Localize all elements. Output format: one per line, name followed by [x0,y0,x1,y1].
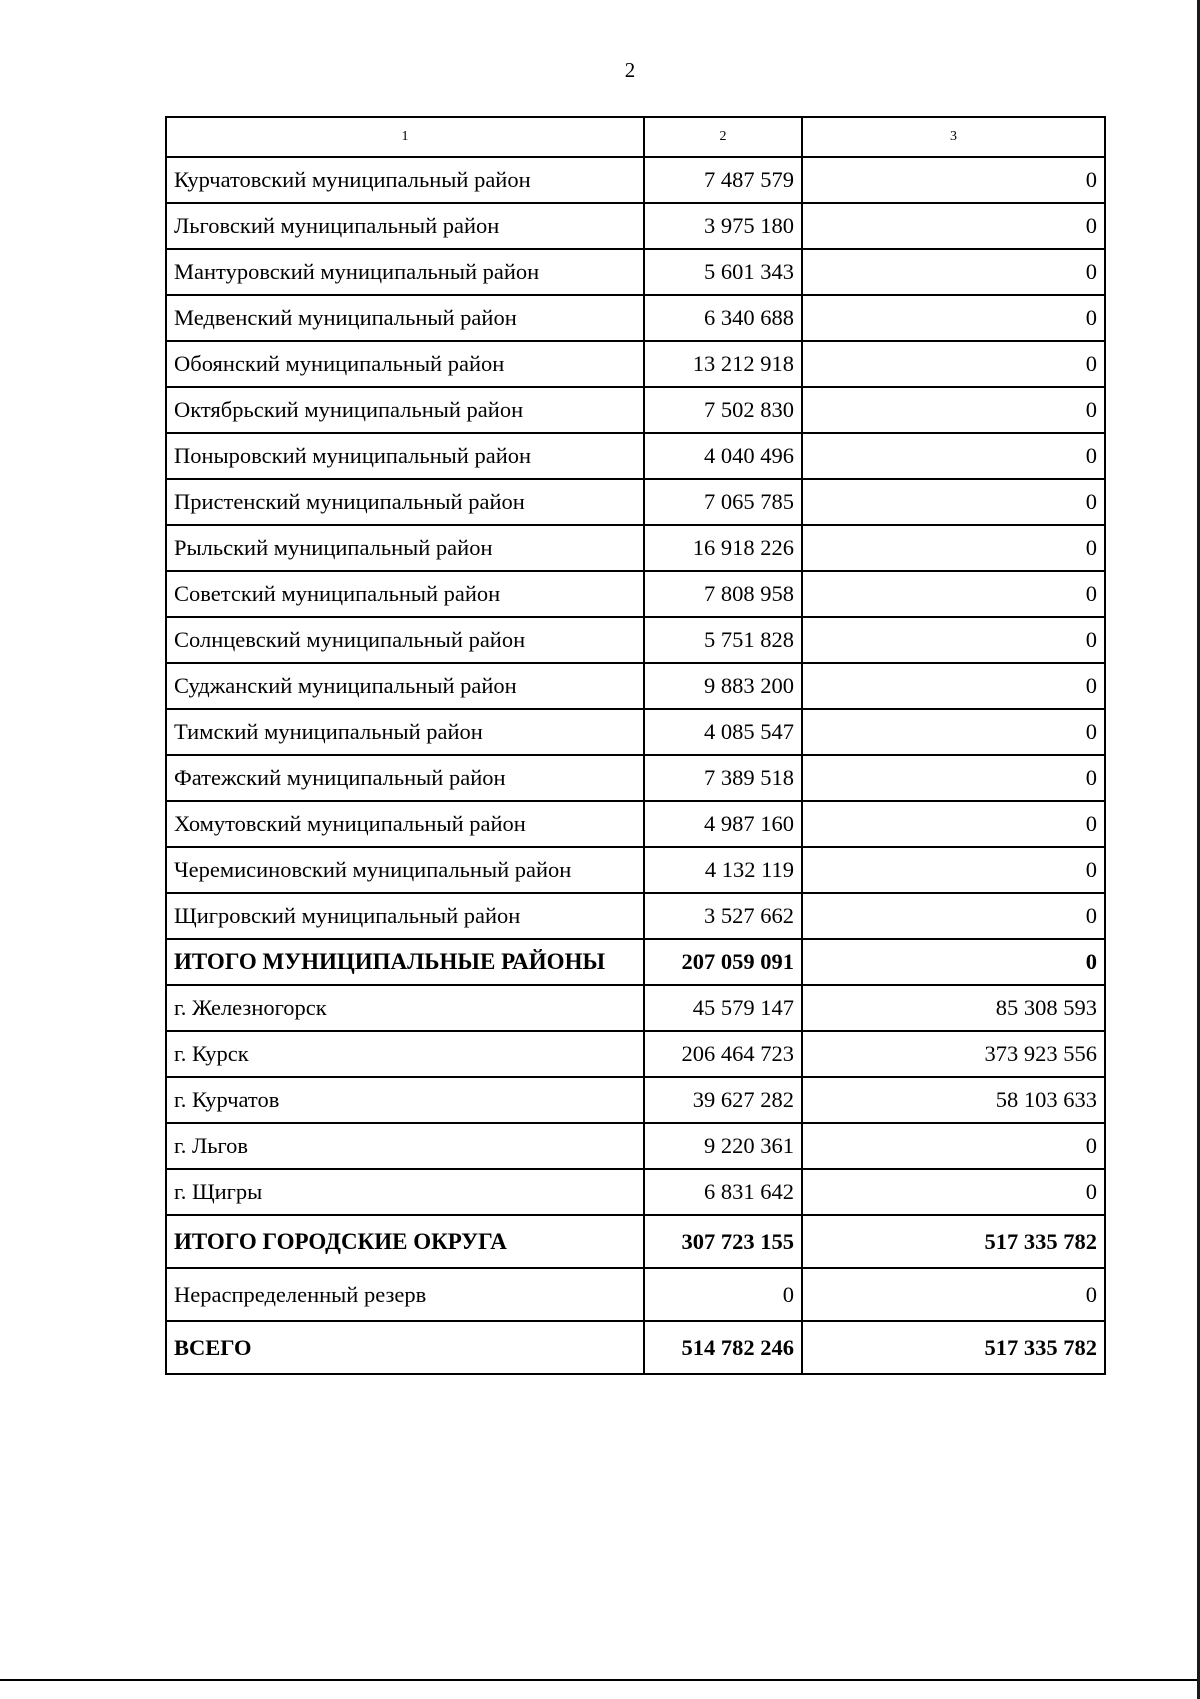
row-value-col3-cell: 0 [802,617,1105,663]
row-value-col3-cell: 0 [802,893,1105,939]
row-value-col3-cell: 0 [802,341,1105,387]
row-value-col3-cell: 0 [802,433,1105,479]
row-value-col3-cell: 0 [802,203,1105,249]
row-value-col3-cell: 0 [802,1169,1105,1215]
row-name-cell: Октябрьский муниципальный район [166,387,644,433]
row-value-col2-cell: 39 627 282 [644,1077,802,1123]
column-header-1: 1 [166,117,644,157]
row-value-col2-cell: 7 389 518 [644,755,802,801]
row-value-col2-cell: 4 085 547 [644,709,802,755]
row-name-cell: Курчатовский муниципальный район [166,157,644,203]
row-value-col3-cell: 58 103 633 [802,1077,1105,1123]
row-name-cell: Мантуровский муниципальный район [166,249,644,295]
row-value-col2-cell: 3 975 180 [644,203,802,249]
row-value-col2-cell: 4 040 496 [644,433,802,479]
row-value-col2-cell: 16 918 226 [644,525,802,571]
row-value-col3-cell: 0 [802,249,1105,295]
row-name-cell: г. Щигры [166,1169,644,1215]
table-total-row [166,1321,1105,1374]
table-row [166,249,1105,295]
row-value-col2-cell: 9 220 361 [644,1123,802,1169]
column-header-3: 3 [802,117,1105,157]
row-value-col3-cell: 0 [802,709,1105,755]
table-row [166,893,1105,939]
row-value-col3-cell: 0 [802,157,1105,203]
row-name-cell: Пристенский муниципальный район [166,479,644,525]
table-row [166,525,1105,571]
row-value-col2-cell: 0 [644,1268,802,1321]
table-row [166,1123,1105,1169]
row-name-cell: Хомутовский муниципальный район [166,801,644,847]
row-value-col3-cell: 0 [802,387,1105,433]
row-name-cell: Нераспределенный резерв [166,1268,644,1321]
row-name-cell: Солнцевский муниципальный район [166,617,644,663]
row-value-col2-cell: 6 831 642 [644,1169,802,1215]
table-row [166,709,1105,755]
row-value-col2-cell: 206 464 723 [644,1031,802,1077]
table-body [166,117,1105,1374]
row-value-col2-cell: 7 502 830 [644,387,802,433]
column-header-2: 2 [644,117,802,157]
row-value-col2-cell: 4 132 119 [644,847,802,893]
row-value-col3-cell: 0 [802,1268,1105,1321]
row-name-cell: Щигровский муниципальный район [166,893,644,939]
table-row [166,571,1105,617]
row-value-col2-cell: 5 751 828 [644,617,802,663]
table-row [166,433,1105,479]
row-value-col3-cell: 0 [802,479,1105,525]
row-value-col2-cell: 4 987 160 [644,801,802,847]
row-value-col2-cell: 3 527 662 [644,893,802,939]
table-row [166,847,1105,893]
table-row [166,1031,1105,1077]
table-row [166,341,1105,387]
table-row [166,801,1105,847]
row-name-cell: ВСЕГО [166,1321,644,1374]
row-value-col3-cell: 0 [802,801,1105,847]
row-value-col3-cell: 0 [802,571,1105,617]
scan-bottom-edge [0,1679,1200,1699]
row-name-cell: Поныровский муниципальный район [166,433,644,479]
table-row [166,985,1105,1031]
row-value-col2-cell: 7 808 958 [644,571,802,617]
row-name-cell: Льговский муниципальный район [166,203,644,249]
row-name-cell: г. Курчатов [166,1077,644,1123]
budget-table [165,116,1106,1375]
row-value-col2-cell: 514 782 246 [644,1321,802,1374]
row-value-col2-cell: 7 065 785 [644,479,802,525]
row-value-col3-cell: 0 [802,663,1105,709]
table-row [166,295,1105,341]
row-value-col2-cell: 45 579 147 [644,985,802,1031]
row-name-cell: г. Льгов [166,1123,644,1169]
row-value-col3-cell: 0 [802,939,1105,985]
table-total-row [166,1215,1105,1268]
table-row [166,1268,1105,1321]
table-row [166,755,1105,801]
page-number: 2 [624,58,636,82]
row-name-cell: ИТОГО ГОРОДСКИЕ ОКРУГА [166,1215,644,1268]
row-value-col3-cell: 373 923 556 [802,1031,1105,1077]
row-name-cell: Черемисиновский муниципальный район [166,847,644,893]
row-value-col2-cell: 9 883 200 [644,663,802,709]
row-name-cell: г. Железногорск [166,985,644,1031]
row-value-col2-cell: 6 340 688 [644,295,802,341]
row-value-col3-cell: 85 308 593 [802,985,1105,1031]
table-row [166,1077,1105,1123]
row-name-cell: Медвенский муниципальный район [166,295,644,341]
row-value-col3-cell: 0 [802,295,1105,341]
table-row [166,1169,1105,1215]
row-name-cell: Советский муниципальный район [166,571,644,617]
row-value-col3-cell: 0 [802,1123,1105,1169]
table-row [166,663,1105,709]
row-value-col2-cell: 13 212 918 [644,341,802,387]
table-row [166,479,1105,525]
table-header-row [166,117,1105,157]
table-row [166,387,1105,433]
row-name-cell: Обоянский муниципальный район [166,341,644,387]
table-row [166,157,1105,203]
row-name-cell: г. Курск [166,1031,644,1077]
table-total-row [166,939,1105,985]
row-value-col2-cell: 207 059 091 [644,939,802,985]
table-row [166,203,1105,249]
row-value-col2-cell: 7 487 579 [644,157,802,203]
row-name-cell: Фатежский муниципальный район [166,755,644,801]
row-value-col2-cell: 5 601 343 [644,249,802,295]
row-value-col3-cell: 0 [802,755,1105,801]
table-row [166,617,1105,663]
row-value-col3-cell: 517 335 782 [802,1215,1105,1268]
row-name-cell: Тимский муниципальный район [166,709,644,755]
row-value-col2-cell: 307 723 155 [644,1215,802,1268]
row-value-col3-cell: 0 [802,525,1105,571]
row-name-cell: Суджанский муниципальный район [166,663,644,709]
row-value-col3-cell: 0 [802,847,1105,893]
row-name-cell: ИТОГО МУНИЦИПАЛЬНЫЕ РАЙОНЫ [166,939,644,985]
row-name-cell: Рыльский муниципальный район [166,525,644,571]
row-value-col3-cell: 517 335 782 [802,1321,1105,1374]
